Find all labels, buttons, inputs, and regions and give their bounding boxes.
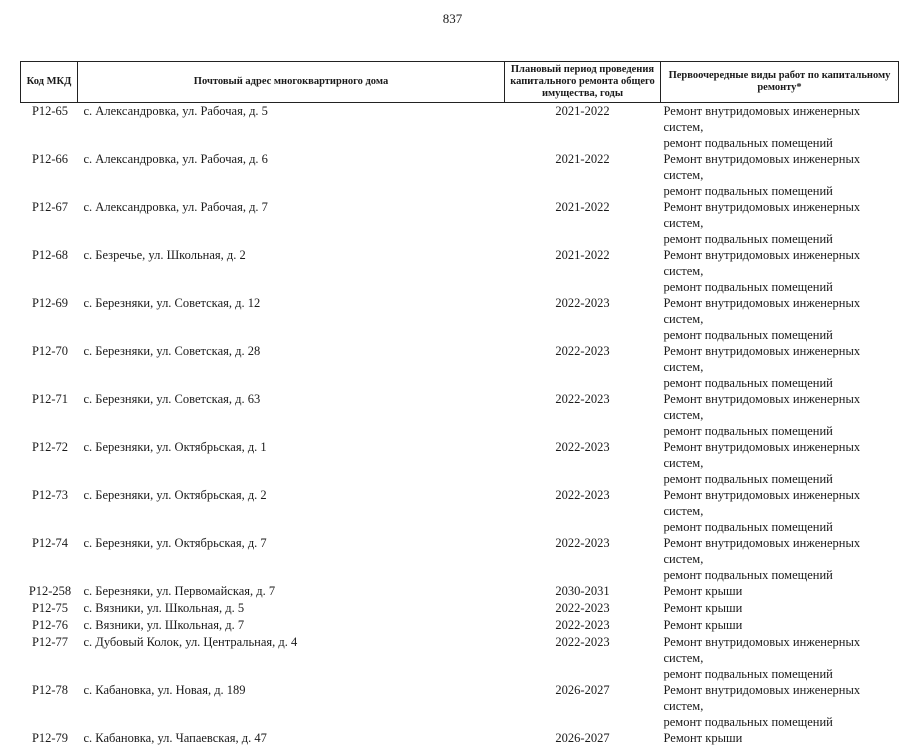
row-address: с. Березняки, ул. Первомайская, д. 7	[78, 583, 505, 600]
row-works-line: ремонт подвальных помещений	[664, 327, 899, 343]
row-period: 2022-2023	[505, 535, 661, 583]
table-row	[21, 343, 899, 391]
row-works	[661, 535, 899, 583]
row-works-line: ремонт подвальных помещений	[664, 279, 899, 295]
table-row	[21, 247, 899, 295]
row-period: 2022-2023	[505, 600, 661, 617]
row-works	[661, 730, 899, 747]
row-code: Р12-72	[21, 439, 78, 487]
row-address: с. Дубовый Колок, ул. Центральная, д. 4	[78, 634, 505, 682]
row-period: 2022-2023	[505, 487, 661, 535]
row-period: 2026-2027	[505, 730, 661, 747]
table-row	[21, 103, 899, 152]
table-row	[21, 535, 899, 583]
row-code: Р12-74	[21, 535, 78, 583]
row-works	[661, 600, 899, 617]
row-code: Р12-69	[21, 295, 78, 343]
row-period: 2022-2023	[505, 617, 661, 634]
row-period: 2022-2023	[505, 295, 661, 343]
row-works-line: Ремонт внутридомовых инженерных систем,	[664, 535, 899, 567]
row-works	[661, 199, 899, 247]
row-address: с. Березняки, ул. Советская, д. 63	[78, 391, 505, 439]
row-works-line: Ремонт внутридомовых инженерных систем,	[664, 487, 899, 519]
row-address: с. Александровка, ул. Рабочая, д. 6	[78, 151, 505, 199]
row-works-line: ремонт подвальных помещений	[664, 183, 899, 199]
row-works-line: Ремонт внутридомовых инженерных систем,	[664, 151, 899, 183]
row-period: 2022-2023	[505, 343, 661, 391]
row-works-line: ремонт подвальных помещений	[664, 666, 899, 682]
row-works-line: ремонт подвальных помещений	[664, 135, 899, 151]
row-works-line: Ремонт внутридомовых инженерных систем,	[664, 295, 899, 327]
table-row	[21, 199, 899, 247]
row-works-line: Ремонт крыши	[664, 730, 899, 746]
table-row	[21, 583, 899, 600]
table-row	[21, 487, 899, 535]
table-row	[21, 634, 899, 682]
table-row	[21, 295, 899, 343]
row-address: с. Кабановка, ул. Новая, д. 189	[78, 682, 505, 730]
row-works-line: ремонт подвальных помещений	[664, 375, 899, 391]
header-address: Почтовый адрес многоквартирного дома	[78, 62, 505, 103]
row-works-line: ремонт подвальных помещений	[664, 423, 899, 439]
row-works-line: Ремонт внутридомовых инженерных систем,	[664, 682, 899, 714]
row-works-line: Ремонт крыши	[664, 600, 899, 616]
table-row	[21, 600, 899, 617]
header-period: Плановый период проведения капитального ремонта общего имущества, годы	[505, 62, 661, 103]
row-address: с. Березняки, ул. Октябрьская, д. 1	[78, 439, 505, 487]
row-code: Р12-78	[21, 682, 78, 730]
table-row	[21, 730, 899, 747]
row-works	[661, 487, 899, 535]
row-works	[661, 439, 899, 487]
table-row	[21, 682, 899, 730]
row-works-line: Ремонт внутридомовых инженерных систем,	[664, 634, 899, 666]
table-row	[21, 151, 899, 199]
row-period: 2021-2022	[505, 247, 661, 295]
row-code: Р12-68	[21, 247, 78, 295]
row-works-line: Ремонт крыши	[664, 617, 899, 633]
row-code: Р12-79	[21, 730, 78, 747]
row-period: 2022-2023	[505, 439, 661, 487]
row-code: Р12-67	[21, 199, 78, 247]
row-code: Р12-77	[21, 634, 78, 682]
page-number: 837	[0, 11, 905, 27]
row-works	[661, 391, 899, 439]
row-address: с. Березняки, ул. Октябрьская, д. 7	[78, 535, 505, 583]
table-row	[21, 391, 899, 439]
row-works-line: Ремонт внутридомовых инженерных систем,	[664, 391, 899, 423]
row-works-line: Ремонт внутридомовых инженерных систем,	[664, 247, 899, 279]
row-works-line: ремонт подвальных помещений	[664, 567, 899, 583]
row-code: Р12-70	[21, 343, 78, 391]
row-code: Р12-76	[21, 617, 78, 634]
table-row	[21, 439, 899, 487]
row-code: Р12-65	[21, 103, 78, 152]
row-works-line: ремонт подвальных помещений	[664, 471, 899, 487]
row-address: с. Александровка, ул. Рабочая, д. 5	[78, 103, 505, 152]
row-works-line: Ремонт крыши	[664, 583, 899, 599]
repair-schedule-table	[20, 61, 899, 747]
row-address: с. Вязники, ул. Школьная, д. 7	[78, 617, 505, 634]
row-address: с. Вязники, ул. Школьная, д. 5	[78, 600, 505, 617]
row-works	[661, 343, 899, 391]
header-code: Код МКД	[21, 62, 78, 103]
row-works	[661, 295, 899, 343]
row-period: 2030-2031	[505, 583, 661, 600]
row-address: с. Березняки, ул. Советская, д. 12	[78, 295, 505, 343]
row-works	[661, 247, 899, 295]
row-works-line: ремонт подвальных помещений	[664, 519, 899, 535]
header-works: Первоочередные виды работ по капитальному ремонту*	[661, 62, 899, 103]
row-code: Р12-66	[21, 151, 78, 199]
row-period: 2021-2022	[505, 199, 661, 247]
row-works	[661, 583, 899, 600]
row-works	[661, 682, 899, 730]
row-period: 2022-2023	[505, 391, 661, 439]
row-period: 2022-2023	[505, 634, 661, 682]
row-works	[661, 617, 899, 634]
row-address: с. Александровка, ул. Рабочая, д. 7	[78, 199, 505, 247]
row-address: с. Кабановка, ул. Чапаевская, д. 47	[78, 730, 505, 747]
table-header-row	[21, 62, 899, 103]
table-body	[21, 103, 899, 747]
row-works-line: Ремонт внутридомовых инженерных систем,	[664, 439, 899, 471]
row-works-line: Ремонт внутридомовых инженерных систем,	[664, 343, 899, 375]
row-works-line: ремонт подвальных помещений	[664, 714, 899, 730]
row-period: 2021-2022	[505, 103, 661, 152]
row-works-line: Ремонт внутридомовых инженерных систем,	[664, 103, 899, 135]
row-address: с. Березняки, ул. Советская, д. 28	[78, 343, 505, 391]
row-period: 2026-2027	[505, 682, 661, 730]
row-works	[661, 634, 899, 682]
row-works	[661, 151, 899, 199]
row-code: Р12-258	[21, 583, 78, 600]
row-code: Р12-71	[21, 391, 78, 439]
row-works-line: Ремонт внутридомовых инженерных систем,	[664, 199, 899, 231]
row-works-line: ремонт подвальных помещений	[664, 231, 899, 247]
row-code: Р12-73	[21, 487, 78, 535]
row-code: Р12-75	[21, 600, 78, 617]
row-period: 2021-2022	[505, 151, 661, 199]
row-address: с. Березняки, ул. Октябрьская, д. 2	[78, 487, 505, 535]
row-address: с. Безречье, ул. Школьная, д. 2	[78, 247, 505, 295]
table-row	[21, 617, 899, 634]
row-works	[661, 103, 899, 152]
